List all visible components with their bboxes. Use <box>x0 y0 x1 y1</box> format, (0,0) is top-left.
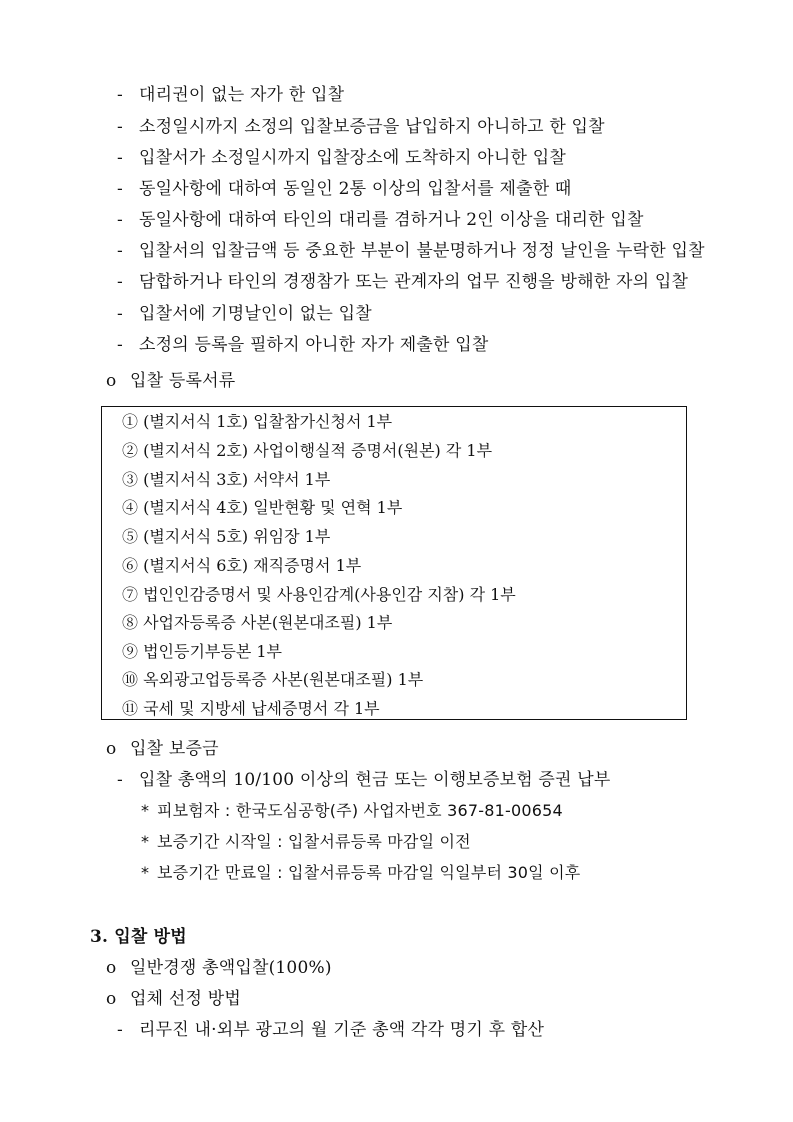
list-item-text: 동일사항에 대하여 동일인 2통 이상의 입찰서를 제출한 때 <box>139 179 572 199</box>
document-item: ⑦ 법인인감증명서 및 사용인감계(사용인감 지참) 각 1부 <box>122 585 516 604</box>
dash-bullet: - <box>117 85 123 105</box>
deposit-heading-text: 입찰 보증금 <box>130 739 219 759</box>
dash-bullet: - <box>117 148 123 168</box>
dash-bullet: - <box>117 1020 123 1040</box>
dash-bullet: - <box>117 210 123 230</box>
method-item <box>106 957 332 979</box>
list-item-text: 입찰서의 입찰금액 등 중요한 부분이 불분명하거나 정정 날인을 누락한 입찰 <box>139 241 705 261</box>
list-item <box>117 147 566 169</box>
method-item-text: 일반경쟁 총액입찰(100%) <box>130 958 332 978</box>
star-bullet: * <box>141 863 150 882</box>
dash-bullet: - <box>117 304 123 324</box>
deposit-item <box>117 769 611 791</box>
list-item <box>117 116 605 138</box>
document-item: ② (별지서식 2호) 사업이행실적 증명서(원본) 각 1부 <box>122 441 493 460</box>
circle-bullet: o <box>106 958 117 978</box>
circle-bullet: o <box>106 989 117 1009</box>
deposit-heading <box>106 738 219 760</box>
registration-documents-box <box>101 406 687 720</box>
document-item: ① (별지서식 1호) 입찰참가신청서 1부 <box>122 412 393 431</box>
list-item <box>117 303 372 325</box>
list-item-text: 대리권이 없는 자가 한 입찰 <box>139 85 345 105</box>
document-item: ⑨ 법인등기부등본 1부 <box>122 642 282 661</box>
document-item: ⑧ 사업자등록증 사본(원본대조필) 1부 <box>122 613 393 632</box>
dash-bullet: - <box>117 241 123 261</box>
document-item: ⑥ (별지서식 6호) 재직증명서 1부 <box>122 556 362 575</box>
dash-bullet: - <box>117 117 123 137</box>
deposit-note-text: 보증기간 시작일 : 입찰서류등록 마감일 이전 <box>157 832 471 851</box>
selection-heading <box>106 988 241 1010</box>
document-item: ⑤ (별지서식 5호) 위임장 1부 <box>122 527 331 546</box>
list-item-text: 소정일시까지 소정의 입찰보증금을 납입하지 아니하고 한 입찰 <box>139 117 605 137</box>
deposit-note <box>141 800 563 822</box>
selection-item-text: 리무진 내·외부 광고의 월 기준 총액 각각 명기 후 합산 <box>139 1020 545 1040</box>
document-item: ⑩ 옥외광고업등록증 사본(원본대조필) 1부 <box>122 670 424 689</box>
list-item <box>117 84 344 106</box>
deposit-note-text: 피보험자 : 한국도심공항(주) 사업자번호 367-81-00654 <box>157 801 563 820</box>
dash-bullet: - <box>117 272 123 292</box>
list-item-text: 입찰서에 기명날인이 없는 입찰 <box>139 304 372 324</box>
registration-heading <box>106 370 235 392</box>
dash-bullet: - <box>117 335 123 355</box>
dash-bullet: - <box>117 179 123 199</box>
section-heading: 3. 입찰 방법 <box>90 927 187 947</box>
list-item <box>117 240 705 262</box>
document-item: ③ (별지서식 3호) 서약서 1부 <box>122 470 331 489</box>
deposit-note <box>141 831 471 853</box>
list-item-text: 담합하거나 타인의 경쟁참가 또는 관계자의 업무 진행을 방해한 자의 입찰 <box>139 272 689 292</box>
document-item: ④ (별지서식 4호) 일반현황 및 연혁 1부 <box>122 498 403 517</box>
dash-bullet: - <box>117 770 123 790</box>
star-bullet: * <box>141 832 150 851</box>
list-item <box>117 334 488 356</box>
registration-heading-text: 입찰 등록서류 <box>130 371 236 391</box>
list-item <box>117 209 644 231</box>
circle-bullet: o <box>106 371 117 391</box>
selection-item <box>117 1019 544 1041</box>
star-bullet: * <box>141 801 150 820</box>
list-item-text: 동일사항에 대하여 타인의 대리를 겸하거나 2인 이상을 대리한 입찰 <box>139 210 644 230</box>
deposit-item-text: 입찰 총액의 10/100 이상의 현금 또는 이행보증보험 증권 납부 <box>139 770 611 790</box>
list-item <box>117 271 688 293</box>
document-item: ⑪ 국세 및 지방세 납세증명서 각 1부 <box>122 699 380 718</box>
selection-heading-text: 업체 선정 방법 <box>130 989 241 1009</box>
deposit-note <box>141 862 580 884</box>
deposit-note-text: 보증기간 만료일 : 입찰서류등록 마감일 익일부터 30일 이후 <box>157 863 581 882</box>
list-item <box>117 178 572 200</box>
list-item-text: 소정의 등록을 필하지 아니한 자가 제출한 입찰 <box>139 335 489 355</box>
list-item-text: 입찰서가 소정일시까지 입찰장소에 도착하지 아니한 입찰 <box>139 148 566 168</box>
circle-bullet: o <box>106 739 117 759</box>
